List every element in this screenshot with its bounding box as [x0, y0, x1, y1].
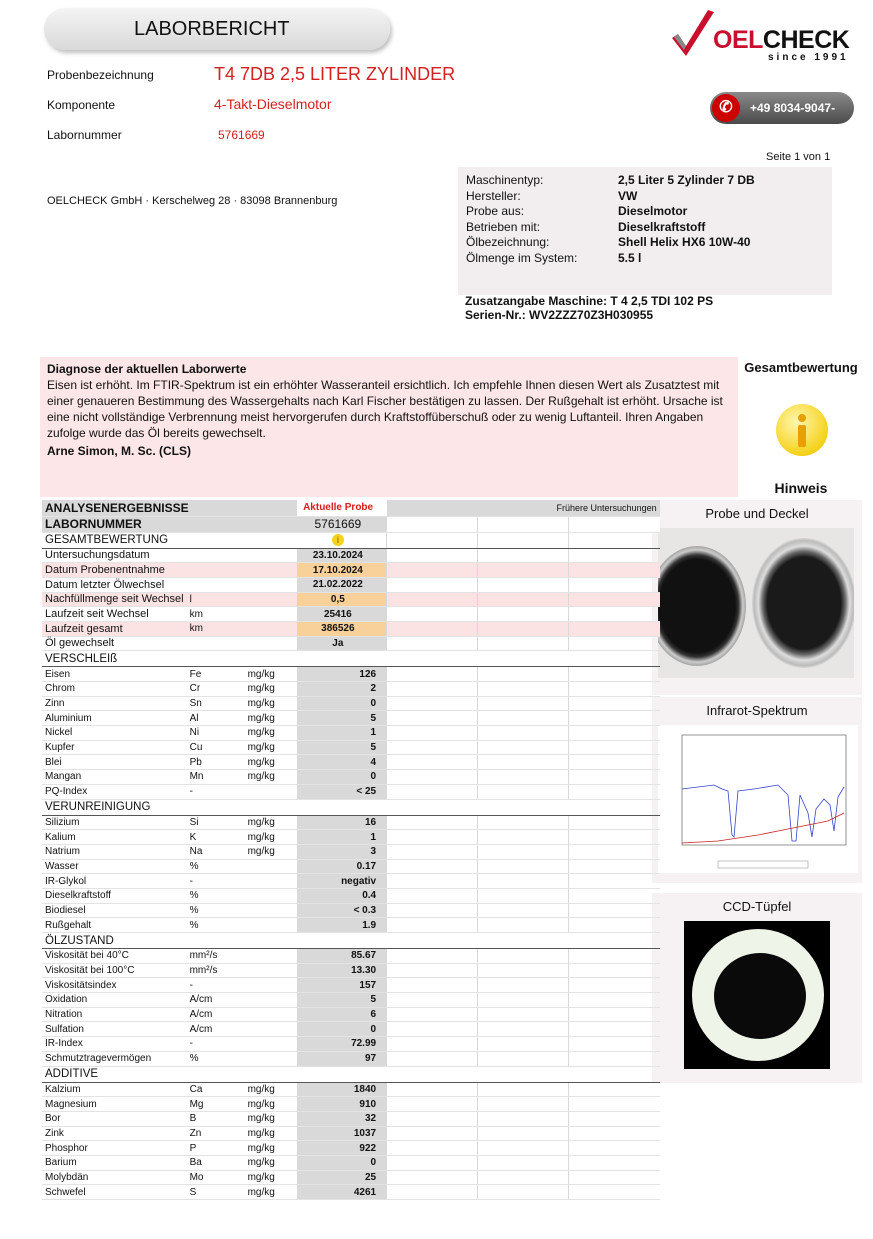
- probe-panel: [652, 500, 862, 695]
- result-symbol: %: [187, 859, 245, 874]
- results-header-row: [42, 500, 660, 516]
- row-unit: [187, 577, 245, 592]
- result-unit: mg/kg: [245, 740, 297, 755]
- result-symbol: A/cm: [187, 1007, 245, 1022]
- row-label: Öl gewechselt: [42, 636, 187, 651]
- result-unit: mg/kg: [245, 770, 297, 785]
- result-symbol: -: [187, 978, 245, 993]
- overall-row: [42, 532, 660, 548]
- result-row: [42, 1155, 660, 1170]
- result-name: Eisen: [42, 667, 187, 682]
- result-symbol: Zn: [187, 1126, 245, 1141]
- diagnosis-signature: Arne Simon, M. Sc. (CLS): [47, 444, 192, 458]
- result-unit: mg/kg: [245, 830, 297, 845]
- result-value: 5: [297, 711, 387, 726]
- row-label: Datum Probenentnahme: [42, 563, 187, 578]
- result-name: Sulfation: [42, 1022, 187, 1037]
- result-value: 85.67: [297, 949, 387, 964]
- result-row: [42, 1126, 660, 1141]
- result-row: [42, 1170, 660, 1185]
- result-row: [42, 815, 660, 830]
- result-symbol: A/cm: [187, 1022, 245, 1037]
- result-value: 32: [297, 1111, 387, 1126]
- result-name: Viskositätsindex: [42, 978, 187, 993]
- result-symbol: Mn: [187, 770, 245, 785]
- result-symbol: %: [187, 903, 245, 918]
- general-row: [42, 621, 660, 636]
- logo-oel: OEL: [713, 26, 763, 54]
- result-unit: [245, 1022, 297, 1037]
- result-value: 922: [297, 1141, 387, 1156]
- row-value: 23.10.2024: [297, 548, 387, 563]
- result-name: Zinn: [42, 696, 187, 711]
- result-unit: [245, 784, 297, 799]
- result-unit: mg/kg: [245, 815, 297, 830]
- result-symbol: Ni: [187, 726, 245, 741]
- result-value: 5: [297, 993, 387, 1008]
- row-value: 0,5: [297, 592, 387, 607]
- result-row: [42, 696, 660, 711]
- sample-label-2: Komponente: [47, 98, 116, 112]
- result-value: 0.4: [297, 888, 387, 903]
- result-unit: [245, 1051, 297, 1066]
- result-unit: mg/kg: [245, 1185, 297, 1200]
- result-unit: mg/kg: [245, 1097, 297, 1112]
- phone-button[interactable]: [710, 92, 854, 147]
- result-value: 157: [297, 978, 387, 993]
- result-row: [42, 726, 660, 741]
- result-value: 3: [297, 844, 387, 859]
- result-name: Phosphor: [42, 1141, 187, 1156]
- result-value: 126: [297, 667, 387, 682]
- row-unit: [187, 563, 245, 578]
- section-title: VERUNREINIGUNG: [42, 799, 660, 815]
- section-title: ÖLZUSTAND: [42, 933, 660, 949]
- row-label: Laufzeit seit Wechsel: [42, 607, 187, 622]
- result-symbol: Pb: [187, 755, 245, 770]
- phone-icon: ✆: [712, 94, 740, 122]
- result-row: [42, 844, 660, 859]
- result-row: [42, 830, 660, 845]
- result-row: [42, 1111, 660, 1126]
- result-row: [42, 963, 660, 978]
- result-value: 0.17: [297, 859, 387, 874]
- result-value: 1840: [297, 1082, 387, 1097]
- result-name: Schwefel: [42, 1185, 187, 1200]
- result-row: [42, 918, 660, 933]
- row-unit: km: [187, 607, 245, 622]
- result-symbol: mm²/s: [187, 949, 245, 964]
- ir-spectrum-chart: [658, 725, 858, 873]
- result-name: PQ-Index: [42, 784, 187, 799]
- result-name: Kalium: [42, 830, 187, 845]
- ir-panel: [652, 697, 862, 883]
- result-symbol: Ca: [187, 1082, 245, 1097]
- section-header: [42, 1066, 660, 1082]
- result-name: Barium: [42, 1155, 187, 1170]
- result-symbol: %: [187, 918, 245, 933]
- probe-photo: [658, 528, 854, 678]
- result-symbol: Cu: [187, 740, 245, 755]
- result-symbol: Mo: [187, 1170, 245, 1185]
- row-label: Laufzeit gesamt: [42, 621, 187, 636]
- result-row: [42, 1037, 660, 1052]
- result-symbol: Mg: [187, 1097, 245, 1112]
- result-row: [42, 888, 660, 903]
- result-unit: mg/kg: [245, 726, 297, 741]
- result-symbol: S: [187, 1185, 245, 1200]
- company-address: OELCHECK GmbH · Kerschelweg 28 · 83098 Brannenburg: [47, 195, 338, 207]
- general-row: [42, 548, 660, 563]
- machine-row: Ölbezeichnung: Shell Helix HX6 10W-40: [466, 235, 751, 249]
- row-value: Ja: [297, 636, 387, 651]
- result-unit: mg/kg: [245, 1111, 297, 1126]
- row-label: Nachfüllmenge seit Wechsel: [42, 592, 187, 607]
- result-value: 0: [297, 770, 387, 785]
- result-unit: [245, 1007, 297, 1022]
- result-name: Molybdän: [42, 1170, 187, 1185]
- result-unit: mg/kg: [245, 696, 297, 711]
- result-name: Viskosität bei 40°C: [42, 949, 187, 964]
- result-name: Magnesium: [42, 1097, 187, 1112]
- result-name: Blei: [42, 755, 187, 770]
- result-unit: [245, 1037, 297, 1052]
- result-name: Aluminium: [42, 711, 187, 726]
- row-value: 25416: [297, 607, 387, 622]
- logo-check: CHECK: [762, 26, 850, 54]
- row-unit: km: [187, 621, 245, 636]
- result-row: [42, 1082, 660, 1097]
- result-value: < 0.3: [297, 903, 387, 918]
- result-unit: mg/kg: [245, 1141, 297, 1156]
- section-header: [42, 651, 660, 667]
- diagnosis-text: Eisen ist erhöht. Im FTIR-Spektrum ist ein erhöhter Wasseranteil ersichtlich. Ich empfehle Ihnen diesen Wert als Zusatztest mit einer genaueren Bestimmung des Wassergehalts nach Karl Fischer bestätigen zu lassen. Der Rußgehalt ist erhöht. Ursache ist eine nicht vollständige Verbrennung meist hervorgerufen durch Kraftstoffüberschuß oder zu wenig Luftanteil. Ihren Angaben zufolge wurde das Öl bereits gewechselt.: [47, 378, 723, 440]
- result-symbol: Fe: [187, 667, 245, 682]
- result-symbol: %: [187, 888, 245, 903]
- results-title: ANALYSENERGEBNISSE: [42, 500, 297, 516]
- serial-number: Serien-Nr.: WV2ZZZ70Z3H030955: [465, 308, 654, 322]
- oelcheck-logo: [668, 8, 858, 68]
- current-sample-header: Aktuelle Probe: [297, 500, 387, 516]
- machine-row: Probe aus: Dieselmotor: [466, 204, 688, 218]
- result-value: 1: [297, 830, 387, 845]
- result-name: IR-Index: [42, 1037, 187, 1052]
- result-symbol: Na: [187, 844, 245, 859]
- general-row: [42, 563, 660, 578]
- result-symbol: Al: [187, 711, 245, 726]
- result-unit: [245, 888, 297, 903]
- result-row: [42, 711, 660, 726]
- result-row: [42, 978, 660, 993]
- machine-row: Ölmenge im System: 5.5 l: [466, 250, 642, 265]
- ccd-spot-image: [684, 921, 830, 1069]
- component: 4-Takt-Dieselmotor: [214, 96, 332, 112]
- section-header: [42, 799, 660, 815]
- overall-label: GESAMTBEWERTUNG: [42, 532, 297, 548]
- result-row: [42, 859, 660, 874]
- row-unit: [187, 636, 245, 651]
- result-value: 97: [297, 1051, 387, 1066]
- result-value: 1: [297, 726, 387, 741]
- general-row: [42, 592, 660, 607]
- result-name: Silizium: [42, 815, 187, 830]
- result-value: 1.9: [297, 918, 387, 933]
- machine-row: Hersteller: VW: [466, 188, 638, 203]
- result-symbol: -: [187, 784, 245, 799]
- result-unit: [245, 993, 297, 1008]
- ccd-panel: [652, 893, 862, 1083]
- result-name: Mangan: [42, 770, 187, 785]
- result-row: [42, 1051, 660, 1066]
- result-symbol: -: [187, 1037, 245, 1052]
- row-label: Datum letzter Ölwechsel: [42, 577, 187, 592]
- result-row: [42, 784, 660, 799]
- result-symbol: mm²/s: [187, 963, 245, 978]
- result-name: Biodiesel: [42, 903, 187, 918]
- result-value: 0: [297, 1155, 387, 1170]
- result-symbol: -: [187, 874, 245, 889]
- result-value: 13.30: [297, 963, 387, 978]
- checkmark-logo-icon: [668, 8, 716, 60]
- result-row: [42, 1007, 660, 1022]
- result-row: [42, 874, 660, 889]
- diagnosis-title: Diagnose der aktuellen Laborwerte: [47, 362, 247, 376]
- result-value: 0: [297, 1022, 387, 1037]
- result-row: [42, 1097, 660, 1112]
- results-table: [42, 500, 660, 1200]
- extra-machine: Zusatzangabe Maschine: T 4 2,5 TDI 102 PS: [465, 294, 714, 308]
- result-row: [42, 667, 660, 682]
- result-name: Chrom: [42, 682, 187, 697]
- result-name: Dieselkraftstoff: [42, 888, 187, 903]
- general-row: [42, 577, 660, 592]
- machine-row: Betrieben mit: Dieselkraftstoff: [466, 219, 706, 234]
- result-value: 1037: [297, 1126, 387, 1141]
- result-unit: mg/kg: [245, 667, 297, 682]
- result-name: Viskosität bei 100°C: [42, 963, 187, 978]
- result-unit: mg/kg: [245, 1082, 297, 1097]
- result-unit: mg/kg: [245, 711, 297, 726]
- result-row: [42, 755, 660, 770]
- overall-status: Hinweis: [774, 480, 828, 496]
- result-unit: [245, 978, 297, 993]
- result-unit: mg/kg: [245, 755, 297, 770]
- result-unit: mg/kg: [245, 844, 297, 859]
- page-indicator: Seite 1 von 1: [766, 151, 831, 163]
- general-row: [42, 636, 660, 651]
- result-name: Schmutztragevermögen: [42, 1051, 187, 1066]
- result-row: [42, 1185, 660, 1200]
- row-label: Untersuchungsdatum: [42, 548, 187, 563]
- row-unit: l: [187, 592, 245, 607]
- result-unit: [245, 874, 297, 889]
- overall-title: Gesamtbewertung: [744, 360, 858, 375]
- result-row: [42, 949, 660, 964]
- report-title: LABORBERICHT: [44, 8, 390, 50]
- result-value: 4261: [297, 1185, 387, 1200]
- result-unit: [245, 949, 297, 964]
- row-unit: [187, 548, 245, 563]
- section-title: ADDITIVE: [42, 1066, 660, 1082]
- result-name: Wasser: [42, 859, 187, 874]
- result-symbol: %: [187, 1051, 245, 1066]
- result-name: Natrium: [42, 844, 187, 859]
- labnr-value: 5761669: [297, 516, 387, 532]
- result-row: [42, 1141, 660, 1156]
- result-unit: [245, 918, 297, 933]
- result-name: Nickel: [42, 726, 187, 741]
- result-value: 5: [297, 740, 387, 755]
- result-name: Zink: [42, 1126, 187, 1141]
- result-name: Kalzium: [42, 1082, 187, 1097]
- result-unit: mg/kg: [245, 682, 297, 697]
- row-value: 21.02.2022: [297, 577, 387, 592]
- result-value: 0: [297, 696, 387, 711]
- result-name: Bor: [42, 1111, 187, 1126]
- result-symbol: Ba: [187, 1155, 245, 1170]
- diagnosis-box: [40, 357, 738, 497]
- result-symbol: A/cm: [187, 993, 245, 1008]
- result-value: 25: [297, 1170, 387, 1185]
- result-name: Oxidation: [42, 993, 187, 1008]
- result-name: IR-Glykol: [42, 874, 187, 889]
- result-symbol: Sn: [187, 696, 245, 711]
- row-value: 386526: [297, 621, 387, 636]
- result-value: 2: [297, 682, 387, 697]
- result-name: Rußgehalt: [42, 918, 187, 933]
- machine-info: [458, 167, 832, 295]
- logo-since: since 1991: [768, 52, 849, 63]
- ir-title: Infrarot-Spektrum: [706, 703, 808, 718]
- result-value: negativ: [297, 874, 387, 889]
- overall-icon: i: [297, 532, 387, 548]
- result-symbol: P: [187, 1141, 245, 1156]
- result-name: Nitration: [42, 1007, 187, 1022]
- sample-label-3: Labornummer: [47, 128, 122, 142]
- result-unit: mg/kg: [245, 1170, 297, 1185]
- probe-title: Probe und Deckel: [705, 506, 809, 521]
- result-row: [42, 1022, 660, 1037]
- result-unit: mg/kg: [245, 1155, 297, 1170]
- result-symbol: K: [187, 830, 245, 845]
- section-header: [42, 933, 660, 949]
- result-row: [42, 903, 660, 918]
- result-value: 910: [297, 1097, 387, 1112]
- result-value: 72.99: [297, 1037, 387, 1052]
- result-symbol: Si: [187, 815, 245, 830]
- sample-name: T4 7DB 2,5 LITER ZYLINDER: [214, 64, 456, 84]
- sample-label-1: Probenbezeichnung: [47, 68, 154, 82]
- result-row: [42, 682, 660, 697]
- labnr-label: LABORNUMMER: [42, 516, 297, 532]
- result-symbol: B: [187, 1111, 245, 1126]
- labnr-row: [42, 516, 660, 532]
- result-unit: [245, 963, 297, 978]
- row-value: 17.10.2024: [297, 563, 387, 578]
- result-value: 4: [297, 755, 387, 770]
- result-unit: [245, 903, 297, 918]
- previous-header: Frühere Untersuchungen: [387, 500, 660, 516]
- ccd-title: CCD-Tüpfel: [722, 899, 792, 914]
- result-unit: [245, 859, 297, 874]
- result-unit: mg/kg: [245, 1126, 297, 1141]
- result-name: Kupfer: [42, 740, 187, 755]
- result-symbol: Cr: [187, 682, 245, 697]
- result-row: [42, 770, 660, 785]
- result-row: [42, 740, 660, 755]
- result-value: 16: [297, 815, 387, 830]
- result-row: [42, 993, 660, 1008]
- phone-number: +49 8034-9047-210: [750, 101, 836, 147]
- section-title: VERSCHLEIß: [42, 651, 660, 667]
- result-value: < 25: [297, 784, 387, 799]
- info-icon: [776, 404, 828, 456]
- result-value: 6: [297, 1007, 387, 1022]
- machine-row: Maschinentyp: 2,5 Liter 5 Zylinder 7 DB: [466, 173, 755, 187]
- lab-number: 5761669: [218, 128, 265, 142]
- general-row: [42, 607, 660, 622]
